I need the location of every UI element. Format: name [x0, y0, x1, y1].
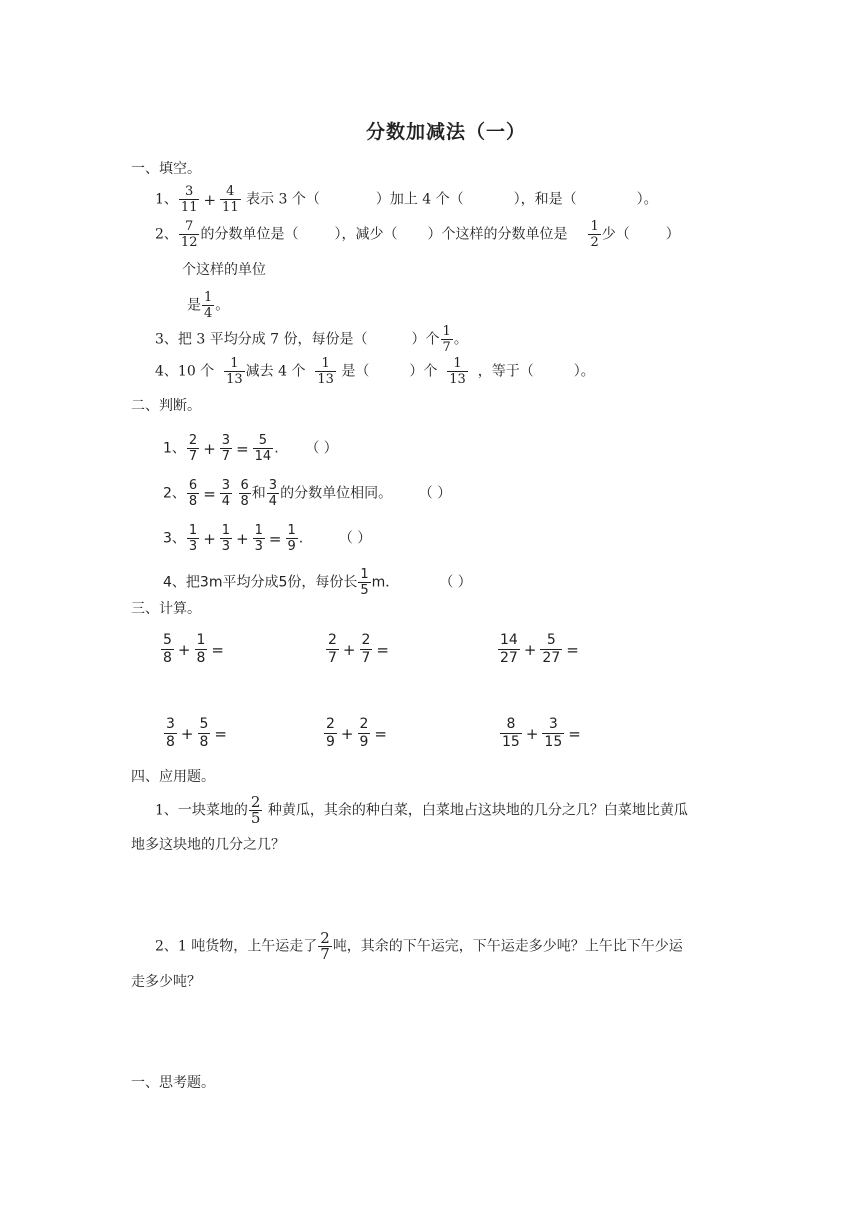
text: 的分数单位是（	[200, 226, 299, 243]
text: 2、1 吨货物，上午运走了	[155, 938, 318, 955]
section-apply-heading: 四、应用题。	[131, 769, 215, 785]
plus-sign: +	[525, 724, 539, 743]
judge-question-4	[163, 567, 472, 598]
text: 是	[187, 297, 201, 314]
calc-item-2	[325, 632, 392, 667]
fraction: $\frac{1}{7}$	[442, 324, 451, 355]
fraction: $\frac{5}{14}$	[254, 433, 272, 464]
fraction: $\frac{5}{8}$	[199, 716, 209, 750]
fraction: $\frac{3}{8}$	[166, 716, 175, 750]
calc-item-6	[499, 716, 584, 751]
fraction: $\frac{2}{7}$	[320, 929, 330, 963]
question-number: 1、	[155, 191, 178, 208]
page-title: 分数加减法（一）	[366, 121, 527, 143]
fraction: $\frac{1}{13}$	[226, 356, 243, 387]
answer-parens[interactable]: （ ）	[305, 440, 338, 457]
fraction: $\frac{1}{4}$	[204, 290, 213, 321]
text: ）。	[573, 363, 595, 380]
section-fill-heading: 一、填空。	[131, 161, 201, 177]
fraction: $\frac{1}{13}$	[449, 356, 466, 387]
fraction: $\frac{2}{7}$	[361, 632, 371, 666]
fraction: $\frac{5}{27}$	[542, 632, 561, 666]
fill-question-2-end	[187, 290, 229, 321]
apply-question-2-cont: 走多少吨？	[131, 974, 201, 990]
equals-sign: =	[211, 640, 224, 659]
question-number: 4、	[155, 363, 178, 380]
fraction: $\frac{8}{15}$	[502, 716, 520, 750]
equals-sign: =	[568, 724, 581, 743]
fraction: $\frac{2}{7}$	[328, 632, 337, 666]
text: 把 3 平均分成 7 份，每份是（	[177, 331, 368, 348]
text: ）。	[636, 191, 658, 208]
fraction: $\frac{4}{11}$	[222, 184, 239, 215]
fraction: $\frac{1}{3}$	[188, 523, 198, 554]
calc-item-4	[163, 716, 230, 751]
calc-item-5	[323, 716, 390, 751]
fraction: $\frac{7}{12}$	[180, 219, 198, 250]
section-think-heading: 一、思考题。	[131, 1075, 215, 1091]
fill-question-1	[155, 184, 658, 215]
fraction: $\frac{3}{4}$	[268, 478, 278, 509]
fraction: $\frac{14}{27}$	[500, 632, 518, 666]
text: ），减少（	[334, 226, 398, 243]
fill-question-4	[155, 356, 595, 387]
equals-sign: =	[214, 724, 227, 743]
fraction: $\frac{3}{11}$	[180, 184, 198, 215]
fraction: $\frac{1}{5}$	[360, 567, 369, 598]
plus-sign: +	[180, 724, 194, 743]
text: 的分数单位相同。	[280, 485, 393, 502]
answer-parens[interactable]: （ ）	[439, 574, 472, 591]
text: ）个	[411, 331, 440, 348]
fraction: $\frac{2}{9}$	[326, 716, 335, 750]
plus-sign: +	[340, 724, 354, 743]
equals-sign: =	[566, 640, 579, 659]
plus-sign: +	[177, 640, 191, 659]
period: .	[274, 440, 279, 457]
plus-sign: +	[342, 640, 356, 659]
text: 把3m平均分成5份，每份长	[185, 574, 358, 591]
section-judge-heading: 二、判断。	[131, 398, 201, 414]
equals-sign: =	[268, 529, 282, 548]
fraction: $\frac{3}{15}$	[544, 716, 563, 750]
plus-sign: +	[523, 640, 537, 659]
fraction: $\frac{3}{7}$	[221, 433, 231, 464]
question-number: 3、	[155, 331, 178, 348]
text: m．	[371, 574, 400, 591]
answer-parens[interactable]: （ ）	[338, 530, 372, 547]
fraction: $\frac{1}{3}$	[254, 523, 263, 554]
apply-question-1-cont: 地多这块地的几分之几？	[131, 837, 285, 853]
plus-sign: +	[203, 529, 216, 548]
text: 减去 4 个	[245, 363, 306, 380]
text: 和	[251, 485, 266, 502]
fill-question-3	[155, 324, 468, 355]
plus-sign: +	[203, 439, 216, 458]
judge-question-3	[163, 523, 371, 554]
text: 吨，其余的下午运完，下午运走多少吨？上午比下午少运	[332, 938, 683, 955]
fraction: $\frac{1}{8}$	[196, 632, 206, 666]
apply-question-2	[155, 931, 683, 962]
text: 。	[215, 297, 230, 314]
fraction: $\frac{2}{9}$	[359, 716, 369, 750]
plus-sign: +	[236, 529, 249, 548]
equals-sign: =	[376, 640, 389, 659]
fill-question-2-cont: 个这样的单位	[182, 262, 266, 278]
text: ，等于（	[477, 363, 534, 380]
text: 1、一块菜地的	[155, 802, 248, 819]
text: 少（	[601, 226, 630, 243]
fraction: $\frac{1}{9}$	[287, 523, 296, 554]
text: ）加上 4 个（	[375, 191, 464, 208]
judge-question-2	[163, 478, 451, 509]
text: 表示 3 个（	[246, 191, 320, 208]
calc-item-3	[497, 632, 582, 667]
period: .	[298, 530, 304, 547]
text: ）个这样的分数单位是	[427, 226, 568, 243]
question-number: 1、	[163, 440, 186, 457]
equals-sign: =	[374, 724, 387, 743]
fraction: $\frac{1}{3}$	[221, 523, 231, 554]
text: 。	[453, 331, 468, 348]
answer-parens[interactable]: （ ）	[418, 485, 452, 502]
fill-question-2	[155, 219, 680, 250]
text: 种黄瓜，其余的种白菜，白菜地占这块地的几分之几？白菜地比黄瓜	[267, 802, 688, 819]
section-calc-heading: 三、计算。	[131, 601, 201, 617]
fraction: $\frac{2}{7}$	[188, 433, 198, 464]
fraction: $\frac{1}{2}$	[590, 219, 599, 250]
fraction: $\frac{5}{8}$	[163, 632, 172, 666]
question-number: 2、	[155, 226, 178, 243]
fraction: $\frac{1}{13}$	[317, 356, 334, 387]
fraction: $\frac{6}{8}$	[188, 478, 198, 509]
fraction: $\frac{3}{4}$	[221, 478, 231, 509]
judge-question-1	[163, 433, 338, 464]
text: ）	[665, 226, 680, 243]
question-number: 3、	[163, 530, 186, 547]
fraction: $\frac{6}{8}$	[240, 478, 249, 509]
question-number: 2、	[163, 485, 186, 502]
equals-sign: =	[203, 484, 216, 503]
question-number: 4、	[163, 574, 186, 591]
fraction: $\frac{2}{5}$	[250, 793, 261, 827]
plus-sign: +	[203, 190, 217, 209]
text: 10 个	[177, 363, 215, 380]
text: ）个	[409, 363, 438, 380]
equals-sign: =	[236, 439, 249, 458]
calc-item-1	[160, 632, 227, 667]
text: 是（	[341, 363, 370, 380]
text: ），和是（	[513, 191, 577, 208]
apply-question-1	[155, 795, 688, 826]
